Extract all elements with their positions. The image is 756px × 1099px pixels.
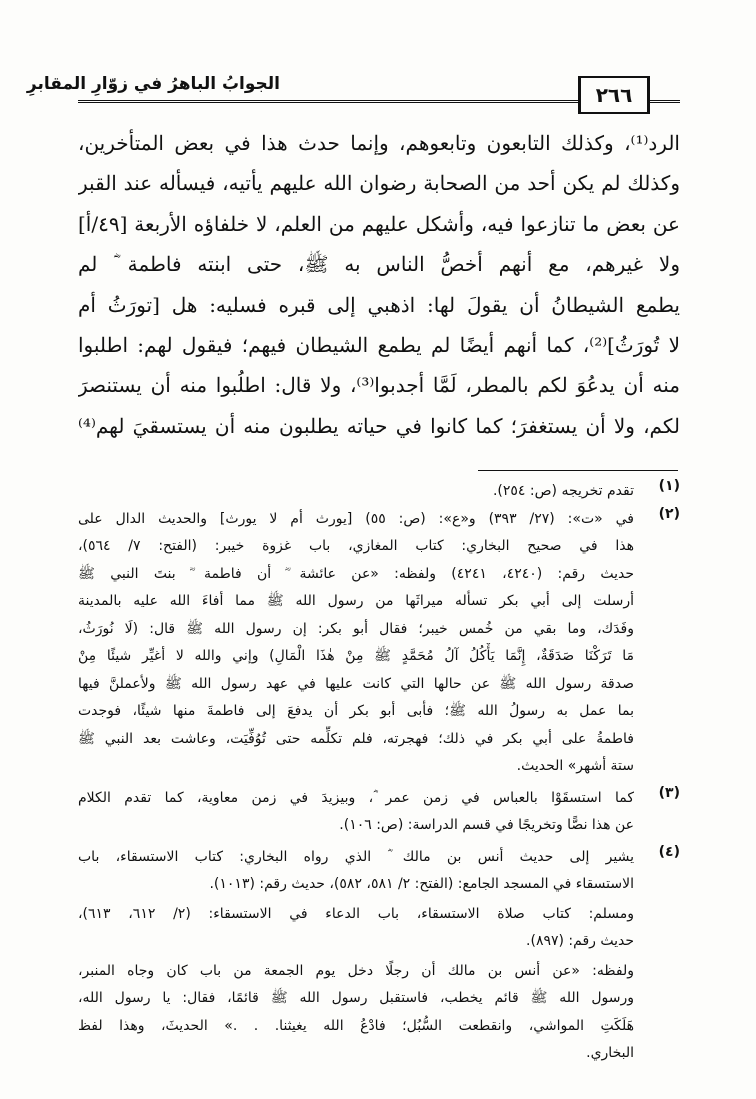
footnote-line: حديث رقم: (٨٩٧). (526, 933, 634, 949)
footnote-separator (478, 470, 678, 471)
text-line: الرد⁽¹⁾، وكذلك التابعون وتابعوهم، وإنما حدث هذا في بعض المتأخرين، (78, 131, 680, 155)
footnote-line: هذا في صحيح البخاري: كتاب المغازي، باب غزوة خيبر: (الفتح: ٧/ ٥٦٤)، (78, 538, 634, 554)
footnote-line: بما عمل به رسولُ الله ﷺ؛ فأبى أبو بكر أن يدفعَ إلى فاطمةَ منها شيئًا، فوجدت (78, 703, 634, 719)
footnotes (78, 478, 680, 1068)
footnote-line: صدقة رسول الله ﷺ عن حالها التي كانت عليها في عهد رسول الله ﷺ ولأعملنَّ فيها (78, 675, 634, 692)
footnote-line: وفَدَك، وما بقي من خُمس خيبر؛ فقال أبو بكر: إن رسول الله ﷺ قال: (لَا نُورَثُ، (78, 620, 634, 637)
footnote-line: ولفظه: «عن أنس بن مالك أن رجلًا دخل يوم الجمعة من باب كان وجاه المنبر، (78, 962, 634, 979)
page-number: ٢٦٦ (595, 83, 633, 107)
footnote-number: (٤) (658, 843, 680, 860)
footnote-line: فاطمةُ على أبي بكر في ذلك؛ فهجرته، فلم تكلِّمه حتى تُوُفِّيَت، وعاشت بعد النبي ﷺ (78, 730, 634, 747)
footnote-line: مَا تَرَكْنَا صَدَقَةٌ، إِنَّمَا يَأْكُلُ آلُ مُحَمَّدٍ ﷺ مِنْ هٰذَا الْمَالِ) وإني والله لا أغيِّر شيئًا مِنْ (78, 648, 634, 664)
header-rule-end (650, 100, 680, 103)
text-line: عن بعض ما تنازعوا فيه، وأشكل عليهم من العلم، لا خلفاؤه الأربعة [٤٩/أ] (78, 211, 680, 236)
footnote-1 (78, 478, 680, 506)
footnote-line: أرسلت إلى أبي بكر تسأله ميراثَها من رسول الله ﷺ مما أفاءَ الله عليه بالمدينة (78, 593, 634, 609)
footnote-line: حديث رقم: (٤٢٤٠، ٤٢٤١) ولفظه: «عن عائشة ؓ أن فاطمة ؓ بنتَ النبي ﷺ (78, 565, 634, 582)
footnote-line: الاستسقاء في المسجد الجامع: (الفتح: ٢/ ٥٨١، ٥٨٢)، حديث رقم: (١٠١٣). (209, 876, 634, 892)
text-line: ولا غيرهم، مع أنهم أخصُّ الناس به ﷺ، حتى ابنته فاطمة ؓ لم (78, 252, 680, 277)
footnote-line: ورسول الله ﷺ قائم يخطب، فاستقبل رسول الله ﷺ قائمًا، فقال: يا رسول الله، (78, 990, 634, 1006)
footnote-line: هَلَكَتِ المواشي، وانقطعت السُّبُل؛ فادْعُ الله يغيثنا. . .» الحديثَ، وهذا لفظ (78, 1017, 634, 1034)
footnote-line: في «ت»: (٢٧/ ٣٩٣) و«ع»: (ص: ٥٥) [يورث أم لا يورث] والحديث الدال على (78, 510, 634, 527)
header-rule (78, 100, 580, 103)
book-title: الجوابُ الباهرُ في زوّارِ المقابرِ (26, 74, 280, 94)
page-number-box (578, 76, 650, 114)
text-line: لكم، ولا أن يستغفرَ؛ كما كانوا في حياته يطلبون منه أن يستسقيَ لهم⁽⁴⁾ (78, 413, 680, 438)
footnote-line: يشير إلى حديث أنس بن مالك ؓ الذي رواه البخاري: كتاب الاستسقاء، باب (78, 848, 634, 865)
text-line: لا تُورَثُ]⁽²⁾، كما أنهم أيضًا لم يطمع الشيطان فيهم؛ فيقول لهم: اطلبوا (78, 333, 680, 358)
footnote-line: تقدم تخريجه (ص: ٢٥٤). (492, 483, 634, 499)
text-line: وكذلك لم يكن أحد من الصحابة رضوان الله عليهم يأتيه، فيسأله عند القبر (78, 171, 680, 196)
footnote-line: البخاري. (586, 1045, 634, 1061)
footnote-line: كما استسقَوْا بالعباس في زمن عمر ؓ، وبيزيدَ في زمن معاوية، كما تقدم الكلام (78, 789, 634, 806)
footnote-2 (78, 506, 680, 781)
footnote-4 (78, 844, 680, 1068)
footnote-line: ومسلم: كتاب صلاة الاستسقاء، باب الدعاء في الاستسقاء: (٢/ ٦١٢، ٦١٣)، (78, 905, 634, 922)
text-line: منه أن يدعُوَ لكم بالمطر، لَمَّا أجدبوا⁽³⁾، ولا قال: اطلُبوا منه أن يستنصرَ (78, 373, 680, 398)
text-line: يطمع الشيطانُ أن يقولَ لها: اذهبي إلى قبره فسليه: هل [تورَثُ أم (78, 292, 680, 317)
footnote-number: (١) (658, 478, 680, 494)
footnote-number: (٣) (658, 784, 680, 801)
footnote-line: عن هذا نصًّا وتخريجًا في قسم الدراسة: (ص: ١٠٦). (339, 817, 634, 833)
footnote-number: (٢) (658, 505, 680, 522)
main-text (78, 123, 680, 446)
footnote-3 (78, 785, 680, 840)
footnote-line: ستة أشهر» الحديث. (516, 758, 634, 774)
